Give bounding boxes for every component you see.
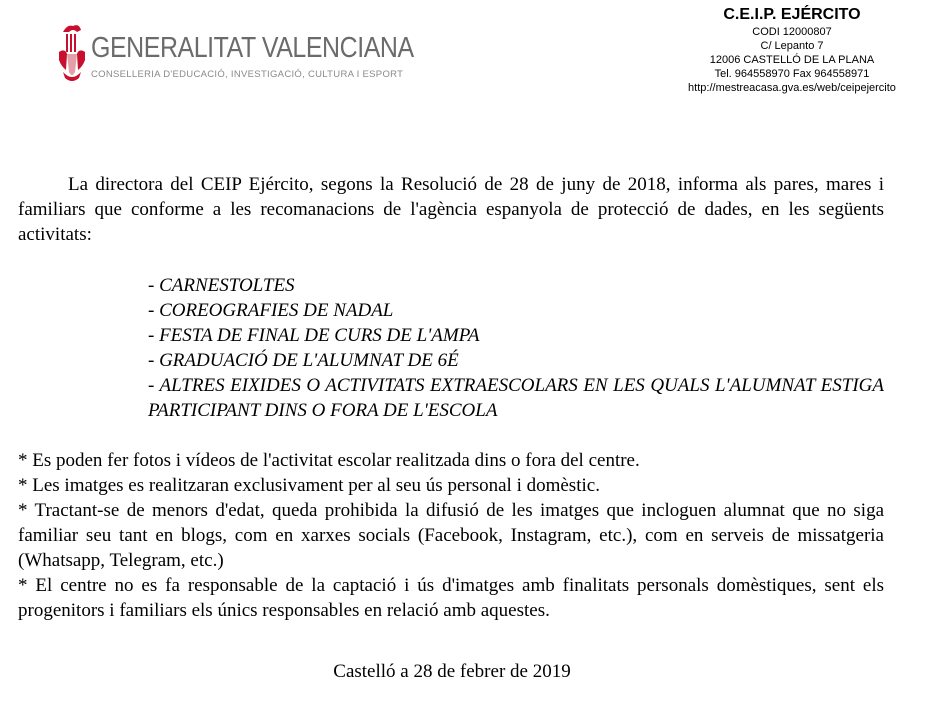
school-name: C.E.I.P. EJÉRCITO [723, 6, 861, 23]
school-street: C/ Lepanto 7 [760, 40, 824, 52]
activity-item: - GRADUACIÓ DE L'ALUMNAT DE 6É [148, 350, 459, 371]
logo-name: GENERALITAT VALENCIANA [91, 32, 414, 64]
school-phone-fax: Tel. 964558970 Fax 964558971 [714, 68, 870, 80]
generalitat-logo [57, 22, 414, 92]
activity-item: - ALTRES EIXIDES O ACTIVITATS EXTRAESCOLARS EN LES QUALS L'ALUMNAT ESTIGA PARTICIPANT DINS O FORA DE L'ESCOLA [148, 375, 884, 421]
note-item: * El centre no es fa responsable de la captació i ús d'imatges amb finalitats personals domèstiques, sent els progenitors i familiars els únics responsables en relació amb aquestes. [18, 575, 884, 621]
activity-item: - FESTA DE FINAL DE CURS DE L'AMPA [148, 325, 480, 346]
activities-list [148, 273, 884, 423]
intro-paragraph: La directora del CEIP Ejército, segons la Resolució de 28 de juny de 2018, informa als pares, mares i familiars que conforme a les recomanacions de l'agència espanyola de protecció de dades, en les següents activitats: [18, 174, 884, 245]
place-date: Castelló a 28 de febrer de 2019 [333, 661, 571, 682]
notes-list [18, 448, 884, 623]
school-city: 12006 CASTELLÓ DE LA PLANA [709, 54, 875, 66]
note-item: * Tractant-se de menors d'edat, queda prohibida la difusió de les imatges que incloguen alumnat que no siga familiar seu tant en blogs, com en xarxes socials (Facebook, Instagram, etc.), com en serveis de missatgeria (Whatsapp, Telegram, etc.) [18, 500, 884, 571]
note-item: * Es poden fer fotos i vídeos de l'activitat escolar realitzada dins o fora del centre. [18, 450, 640, 471]
logo-department: CONSELLERIA D'EDUCACIÓ, INVESTIGACIÓ, CULTURA I ESPORT [91, 69, 404, 80]
letter-body [18, 172, 884, 623]
school-web: http://mestreacasa.gva.es/web/ceipejercito [688, 82, 896, 94]
school-address-block [662, 5, 922, 95]
activity-item: - CARNESTOLTES [148, 275, 295, 296]
activity-item: - COREOGRAFIES DE NADAL [148, 300, 394, 321]
note-item: * Les imatges es realitzaran exclusivament per al seu ús personal i domèstic. [18, 475, 600, 496]
generalitat-emblem-icon [57, 22, 87, 84]
school-code: CODI 12000807 [752, 26, 832, 38]
